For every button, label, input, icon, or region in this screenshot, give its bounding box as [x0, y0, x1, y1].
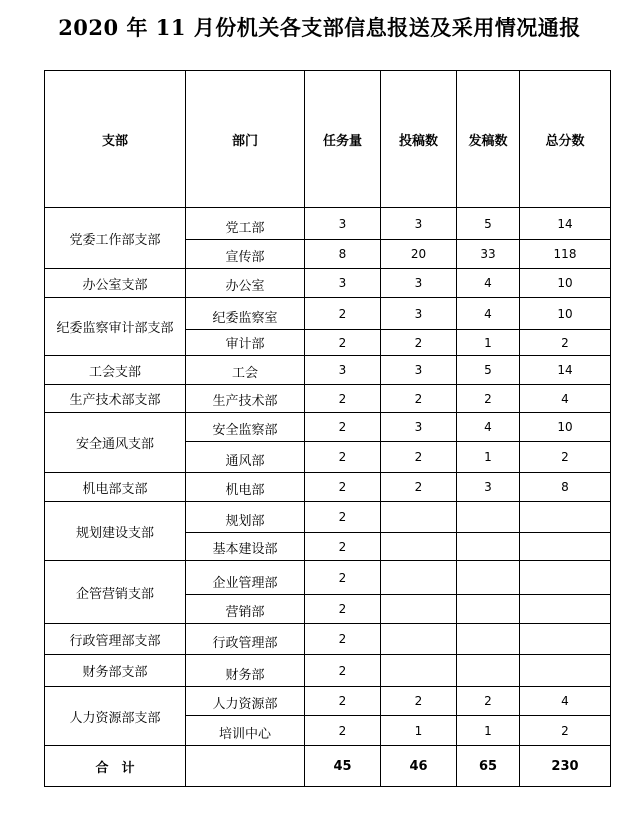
- score-cell: 2: [520, 716, 611, 746]
- score-cell: 4: [520, 385, 611, 413]
- task-cell: 2: [305, 716, 381, 746]
- task-cell: 3: [305, 269, 381, 298]
- table-row: [45, 561, 611, 595]
- table-row: [45, 298, 611, 330]
- submissions-cell: 2: [381, 442, 457, 473]
- header-submissions: 投稿数: [381, 71, 457, 208]
- task-cell: 2: [305, 298, 381, 330]
- published-cell: 2: [457, 385, 520, 413]
- score-cell: 14: [520, 208, 611, 240]
- published-cell: 4: [457, 298, 520, 330]
- published-cell: 1: [457, 330, 520, 356]
- submissions-cell: 1: [381, 716, 457, 746]
- submissions-cell: [381, 595, 457, 624]
- branch-cell: 生产技术部支部: [45, 385, 186, 413]
- branch-cell: 财务部支部: [45, 655, 186, 687]
- branch-cell: 行政管理部支部: [45, 624, 186, 655]
- score-cell: [520, 655, 611, 687]
- branch-cell: 安全通风支部: [45, 413, 186, 473]
- report-table: [44, 70, 611, 787]
- task-cell: 2: [305, 473, 381, 502]
- department-cell: 规划部: [186, 502, 305, 533]
- task-cell: 2: [305, 595, 381, 624]
- submissions-cell: 2: [381, 385, 457, 413]
- department-cell: 培训中心: [186, 716, 305, 746]
- score-cell: 14: [520, 356, 611, 385]
- score-cell: 10: [520, 298, 611, 330]
- score-cell: [520, 561, 611, 595]
- table-row: [45, 356, 611, 385]
- table-row: [45, 473, 611, 502]
- department-cell: 通风部: [186, 442, 305, 473]
- published-cell: 4: [457, 413, 520, 442]
- department-cell: 企业管理部: [186, 561, 305, 595]
- header-branch: 支部: [45, 71, 186, 208]
- published-cell: [457, 561, 520, 595]
- submissions-cell: 3: [381, 413, 457, 442]
- table-row: [45, 687, 611, 716]
- submissions-cell: 3: [381, 298, 457, 330]
- header-department: 部门: [186, 71, 305, 208]
- header-task: 任务量: [305, 71, 381, 208]
- submissions-cell: [381, 655, 457, 687]
- total-department: [186, 746, 305, 787]
- task-cell: 2: [305, 655, 381, 687]
- department-cell: 审计部: [186, 330, 305, 356]
- submissions-cell: [381, 624, 457, 655]
- table-row: [45, 502, 611, 533]
- total-label: 合 计: [45, 746, 186, 787]
- score-cell: 10: [520, 413, 611, 442]
- published-cell: 3: [457, 473, 520, 502]
- total-submissions: 46: [381, 746, 457, 787]
- submissions-cell: 3: [381, 269, 457, 298]
- department-cell: 工会: [186, 356, 305, 385]
- header-score: 总分数: [520, 71, 611, 208]
- published-cell: 2: [457, 687, 520, 716]
- published-cell: 33: [457, 240, 520, 269]
- task-cell: 2: [305, 385, 381, 413]
- published-cell: 4: [457, 269, 520, 298]
- published-cell: 5: [457, 208, 520, 240]
- submissions-cell: 3: [381, 208, 457, 240]
- task-cell: 3: [305, 208, 381, 240]
- table-row: [45, 269, 611, 298]
- submissions-cell: [381, 533, 457, 561]
- task-cell: 2: [305, 502, 381, 533]
- task-cell: 2: [305, 442, 381, 473]
- branch-cell: 纪委监察审计部支部: [45, 298, 186, 356]
- score-cell: 4: [520, 687, 611, 716]
- submissions-cell: 20: [381, 240, 457, 269]
- total-task: 45: [305, 746, 381, 787]
- submissions-cell: [381, 502, 457, 533]
- task-cell: 3: [305, 356, 381, 385]
- table-row: [45, 208, 611, 240]
- table-row: [45, 655, 611, 687]
- task-cell: 2: [305, 413, 381, 442]
- branch-cell: 规划建设支部: [45, 502, 186, 561]
- branch-cell: 机电部支部: [45, 473, 186, 502]
- branch-cell: 企管营销支部: [45, 561, 186, 624]
- total-row: [45, 746, 611, 787]
- published-cell: [457, 595, 520, 624]
- task-cell: 2: [305, 533, 381, 561]
- department-cell: 行政管理部: [186, 624, 305, 655]
- published-cell: 1: [457, 442, 520, 473]
- published-cell: 5: [457, 356, 520, 385]
- task-cell: 2: [305, 330, 381, 356]
- total-score: 230: [520, 746, 611, 787]
- table-row: [45, 385, 611, 413]
- published-cell: [457, 624, 520, 655]
- published-cell: [457, 502, 520, 533]
- task-cell: 2: [305, 624, 381, 655]
- department-cell: 生产技术部: [186, 385, 305, 413]
- submissions-cell: 2: [381, 473, 457, 502]
- score-cell: 8: [520, 473, 611, 502]
- department-cell: 机电部: [186, 473, 305, 502]
- branch-cell: 工会支部: [45, 356, 186, 385]
- task-cell: 8: [305, 240, 381, 269]
- header-published: 发稿数: [457, 71, 520, 208]
- submissions-cell: 3: [381, 356, 457, 385]
- submissions-cell: 2: [381, 330, 457, 356]
- department-cell: 安全监察部: [186, 413, 305, 442]
- department-cell: 党工部: [186, 208, 305, 240]
- branch-cell: 人力资源部支部: [45, 687, 186, 746]
- submissions-cell: [381, 561, 457, 595]
- score-cell: 2: [520, 330, 611, 356]
- published-cell: 1: [457, 716, 520, 746]
- department-cell: 宣传部: [186, 240, 305, 269]
- department-cell: 财务部: [186, 655, 305, 687]
- score-cell: [520, 502, 611, 533]
- submissions-cell: 2: [381, 687, 457, 716]
- total-published: 65: [457, 746, 520, 787]
- table-row: [45, 413, 611, 442]
- score-cell: [520, 533, 611, 561]
- department-cell: 人力资源部: [186, 687, 305, 716]
- published-cell: [457, 655, 520, 687]
- table-row: [45, 624, 611, 655]
- department-cell: 营销部: [186, 595, 305, 624]
- department-cell: 基本建设部: [186, 533, 305, 561]
- score-cell: 118: [520, 240, 611, 269]
- score-cell: 2: [520, 442, 611, 473]
- published-cell: [457, 533, 520, 561]
- branch-cell: 办公室支部: [45, 269, 186, 298]
- branch-cell: 党委工作部支部: [45, 208, 186, 269]
- department-cell: 办公室: [186, 269, 305, 298]
- score-cell: [520, 595, 611, 624]
- page-title: 2020 年 11 月份机关各支部信息报送及采用情况通报: [58, 15, 581, 40]
- task-cell: 2: [305, 687, 381, 716]
- task-cell: 2: [305, 561, 381, 595]
- department-cell: 纪委监察室: [186, 298, 305, 330]
- score-cell: 10: [520, 269, 611, 298]
- header-row: [45, 71, 611, 208]
- score-cell: [520, 624, 611, 655]
